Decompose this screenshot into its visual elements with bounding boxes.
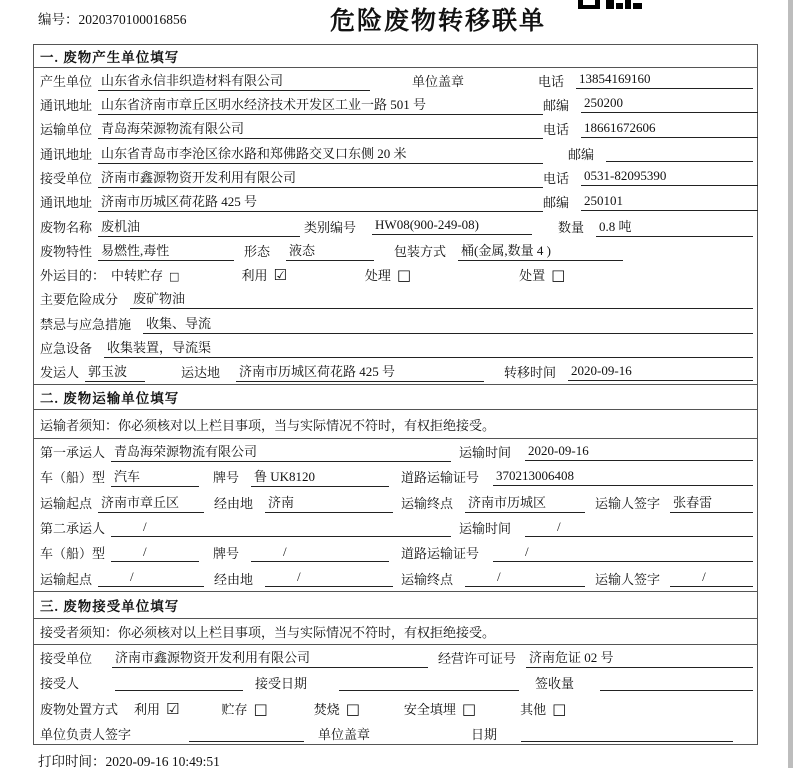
checkbox-storage (221, 699, 267, 718)
checkbox-icon: □ (396, 266, 412, 285)
destination-label: 运达地 (181, 365, 221, 381)
plate-label: 牌号 (213, 470, 240, 486)
waste-name-label: 废物名称 (40, 219, 93, 235)
carrier1-label: 第一承运人 (40, 445, 106, 461)
row-producer-address (34, 92, 757, 116)
endpoint-value: 济南市历城区 (465, 492, 585, 513)
checkbox-transit-storage (111, 265, 179, 284)
unit-seal-label: 单位盖章 (412, 73, 465, 89)
endpoint-label: 运输终点 (401, 495, 454, 511)
qr-code-fragment (578, 0, 642, 9)
postcode-value-blank (606, 145, 753, 162)
shipper-label: 发运人 (40, 365, 80, 381)
checkbox-icon: □ (253, 699, 268, 718)
disposal-method-label: 废物处置方式 (40, 701, 119, 717)
postcode-label: 邮编 (543, 195, 570, 211)
checkbox-checked-icon: ☑ (273, 266, 287, 285)
via-label: 经由地 (214, 495, 254, 511)
scan-edge-shadow (788, 0, 793, 768)
row-route1 (34, 490, 757, 515)
endpoint-value: / (465, 569, 585, 587)
print-time (38, 750, 220, 770)
transport-unit-value: 青岛海荣源物流有限公司 (98, 118, 543, 139)
checkbox-other (520, 699, 566, 718)
emergency-measures-value: 收集、导流 (143, 313, 753, 334)
manifest-form (33, 44, 758, 745)
origin-label: 运输起点 (40, 495, 93, 511)
row-producer-unit (34, 68, 757, 92)
accept-person-value (115, 674, 243, 691)
producer-unit-label: 产生单位 (40, 73, 93, 89)
transporter-sign-label: 运输人签字 (595, 495, 661, 511)
accept-date-label: 接受日期 (255, 676, 308, 692)
checkbox-label: 其他 (520, 701, 547, 717)
receiver-notice: 接受者须知：你必须核对以上栏目事项，当与实际情况不符时，有权拒绝接受。 (34, 619, 757, 645)
section1-rows (34, 68, 757, 384)
carrier2-label: 第二承运人 (40, 521, 106, 537)
row-vehicle1 (34, 464, 757, 489)
carrier2-value: / (111, 519, 451, 537)
serial-number (38, 8, 187, 28)
checkbox-landfill (404, 699, 476, 718)
row-transport-address (34, 141, 757, 165)
row-disposal-method (34, 696, 757, 721)
section2-header: 二. 废物运输单位填写 (34, 384, 757, 410)
transporter-sign-value: 张春雷 (670, 492, 753, 513)
transport-date-value: / (525, 519, 753, 537)
transport-date-value: 2020-09-16 (525, 443, 753, 461)
phone-label: 电话 (538, 73, 565, 89)
origin-label: 运输起点 (40, 571, 93, 587)
transport-address-value: 山东省青岛市李沧区徐水路和郑佛路交叉口东侧 20 米 (98, 143, 543, 164)
producer-unit-value: 山东省永信非织造材料有限公司 (98, 70, 370, 91)
responsible-sign-value (189, 725, 304, 742)
row-hazard-components (34, 287, 757, 311)
postcode-value: 250101 (581, 193, 758, 211)
phone-label: 电话 (543, 122, 570, 138)
transfer-date-label: 转移时间 (504, 365, 557, 381)
transporter-sign-value: / (670, 569, 753, 587)
checkbox-icon: □ (169, 270, 180, 284)
accept-unit-value: 济南市鑫源物资开发利用有限公司 (112, 647, 428, 668)
accept-person-label: 接受人 (40, 676, 80, 692)
row-route2 (34, 566, 757, 591)
row-carrier2 (34, 515, 757, 540)
checkbox-label: 利用 (241, 268, 268, 284)
transport-date-label: 运输时间 (459, 445, 512, 461)
checkbox-checked-icon: ☑ (166, 699, 180, 718)
quantity-value: 0.8 吨 (596, 216, 753, 237)
row-waste-name (34, 214, 757, 238)
row-emergency-equipment (34, 335, 757, 359)
date-value (521, 725, 733, 742)
road-permit-value: / (493, 544, 753, 562)
endpoint-label: 运输终点 (401, 571, 454, 587)
checkbox-icon: □ (551, 266, 566, 285)
packaging-value: 桶(金属,数量 4 ) (458, 240, 623, 261)
origin-value: / (98, 569, 204, 587)
checkbox-label: 安全填埋 (403, 701, 456, 717)
checkbox-icon: □ (461, 699, 477, 718)
license-label: 经营许可证号 (438, 651, 517, 667)
receiver-address-value: 济南市历城区荷花路 425 号 (98, 191, 543, 212)
checkbox-icon: □ (552, 699, 567, 718)
row-shipper (34, 360, 757, 384)
transport-date-label: 运输时间 (459, 521, 512, 537)
shipper-value: 郭玉波 (85, 361, 145, 382)
quantity-label: 数量 (558, 219, 585, 235)
row-responsible-sign (34, 721, 757, 746)
transporter-notice: 运输者须知：你必须核对以上栏目事项，当与实际情况不符时，有权拒绝接受。 (34, 410, 757, 439)
form-state-value: 液态 (286, 240, 374, 261)
row-emergency-measures (34, 311, 757, 335)
received-amount-value (600, 674, 753, 691)
phone-value: 18661672606 (581, 120, 758, 138)
responsible-sign-label: 单位负责人签字 (40, 726, 132, 742)
form-title: 危险废物转移联单 (330, 8, 547, 35)
checkbox-label: 贮存 (221, 701, 248, 717)
checkbox-label: 利用 (134, 701, 161, 717)
road-permit-label: 道路运输证号 (401, 546, 480, 562)
checkbox-label: 中转贮存 (111, 268, 164, 284)
form-state-label: 形态 (244, 243, 271, 259)
transport-unit-label: 运输单位 (40, 122, 93, 138)
checkbox-treat (365, 265, 411, 284)
waste-property-label: 废物特性 (40, 243, 93, 259)
vehicle-type-value: 汽车 (111, 466, 199, 487)
print-time-label: 打印时间： (38, 754, 106, 769)
emergency-equipment-label: 应急设备 (40, 341, 93, 357)
row-receiver-unit (34, 165, 757, 189)
received-amount-label: 签收量 (535, 676, 575, 692)
license-value: 济南危证 02 号 (526, 647, 753, 668)
section1-header: 一. 废物产生单位填写 (34, 45, 757, 68)
checkbox-utilize (134, 699, 179, 718)
category-code-label: 类别编号 (304, 219, 357, 235)
unit-seal-label: 单位盖章 (318, 726, 371, 742)
checkbox-icon: □ (345, 699, 360, 718)
transfer-date-value: 2020-09-16 (568, 363, 753, 381)
accept-unit-label: 接受单位 (40, 651, 93, 667)
receiver-postcode-group (543, 192, 758, 211)
receiver-unit-label: 接受单位 (40, 170, 93, 186)
producer-postcode-group (543, 95, 758, 114)
producer-address-value: 山东省济南市章丘区明水经济技术开发区工业一路 501 号 (98, 94, 543, 115)
receiver-unit-value: 济南市鑫源物资开发利用有限公司 (98, 167, 543, 188)
checkbox-label: 处理 (364, 268, 391, 284)
section3-rows (34, 645, 757, 746)
row-accept-person (34, 670, 757, 695)
hazard-components-label: 主要危险成分 (40, 292, 119, 308)
emergency-equipment-value: 收集装置，导流渠 (104, 337, 753, 358)
vehicle-type-label: 车（船）型 (40, 470, 106, 486)
address-label: 通讯地址 (40, 195, 93, 211)
row-waste-property (34, 238, 757, 262)
row-receiver-address (34, 190, 757, 214)
row-carrier1 (34, 439, 757, 464)
transfer-purpose-label: 外运目的： (40, 268, 106, 284)
category-code-value: HW08(900-249-08) (372, 217, 532, 235)
postcode-value: 250200 (581, 95, 758, 113)
section3-header: 三. 废物接受单位填写 (34, 591, 757, 619)
via-value: / (265, 569, 393, 587)
row-vehicle2 (34, 540, 757, 565)
waste-name-value: 废机油 (98, 216, 300, 237)
phone-label: 电话 (543, 170, 570, 186)
waste-property-value: 易燃性,毒性 (98, 240, 234, 261)
phone-value: 13854169160 (576, 71, 753, 89)
destination-value: 济南市历城区荷花路 425 号 (236, 361, 484, 382)
via-value: 济南 (265, 492, 393, 513)
row-transfer-purpose (34, 263, 757, 287)
road-permit-label: 道路运输证号 (401, 470, 480, 486)
plate-value: 鲁 UK8120 (251, 466, 389, 487)
packaging-label: 包装方式 (394, 243, 447, 259)
emergency-measures-label: 禁忌与应急措施 (40, 316, 132, 332)
checkbox-label: 处置 (519, 268, 546, 284)
hazard-components-value: 废矿物油 (130, 288, 753, 309)
plate-label: 牌号 (213, 546, 240, 562)
plate-value: / (251, 544, 389, 562)
serial-value: 2020370100016856 (78, 12, 187, 27)
producer-phone-group (538, 71, 753, 90)
row-accept-unit (34, 645, 757, 670)
serial-label: 编号： (38, 12, 79, 27)
address-label: 通讯地址 (40, 97, 93, 113)
print-time-value: 2020-09-16 10:49:51 (105, 754, 220, 769)
transporter-sign-label: 运输人签字 (595, 571, 661, 587)
via-label: 经由地 (214, 571, 254, 587)
section2-rows (34, 439, 757, 591)
origin-value: 济南市章丘区 (98, 492, 204, 513)
accept-date-value (339, 674, 519, 691)
row-transport-unit (34, 117, 757, 141)
date-label: 日期 (471, 726, 498, 742)
road-permit-value: 370213006408 (493, 468, 753, 486)
receiver-phone-group (543, 168, 758, 187)
vehicle-type-value: / (111, 544, 199, 562)
postcode-label: 邮编 (543, 97, 570, 113)
transport-postcode-group (568, 144, 753, 163)
checkbox-utilize (241, 265, 286, 284)
address-label: 通讯地址 (40, 146, 93, 162)
phone-value: 0531-82095390 (581, 168, 758, 186)
vehicle-type-label: 车（船）型 (40, 546, 106, 562)
checkbox-dispose (519, 265, 565, 284)
postcode-label: 邮编 (568, 146, 595, 162)
checkbox-label: 焚烧 (313, 701, 340, 717)
carrier1-value: 青岛海荣源物流有限公司 (111, 441, 451, 462)
checkbox-incinerate (314, 699, 360, 718)
transport-phone-group (543, 119, 758, 138)
